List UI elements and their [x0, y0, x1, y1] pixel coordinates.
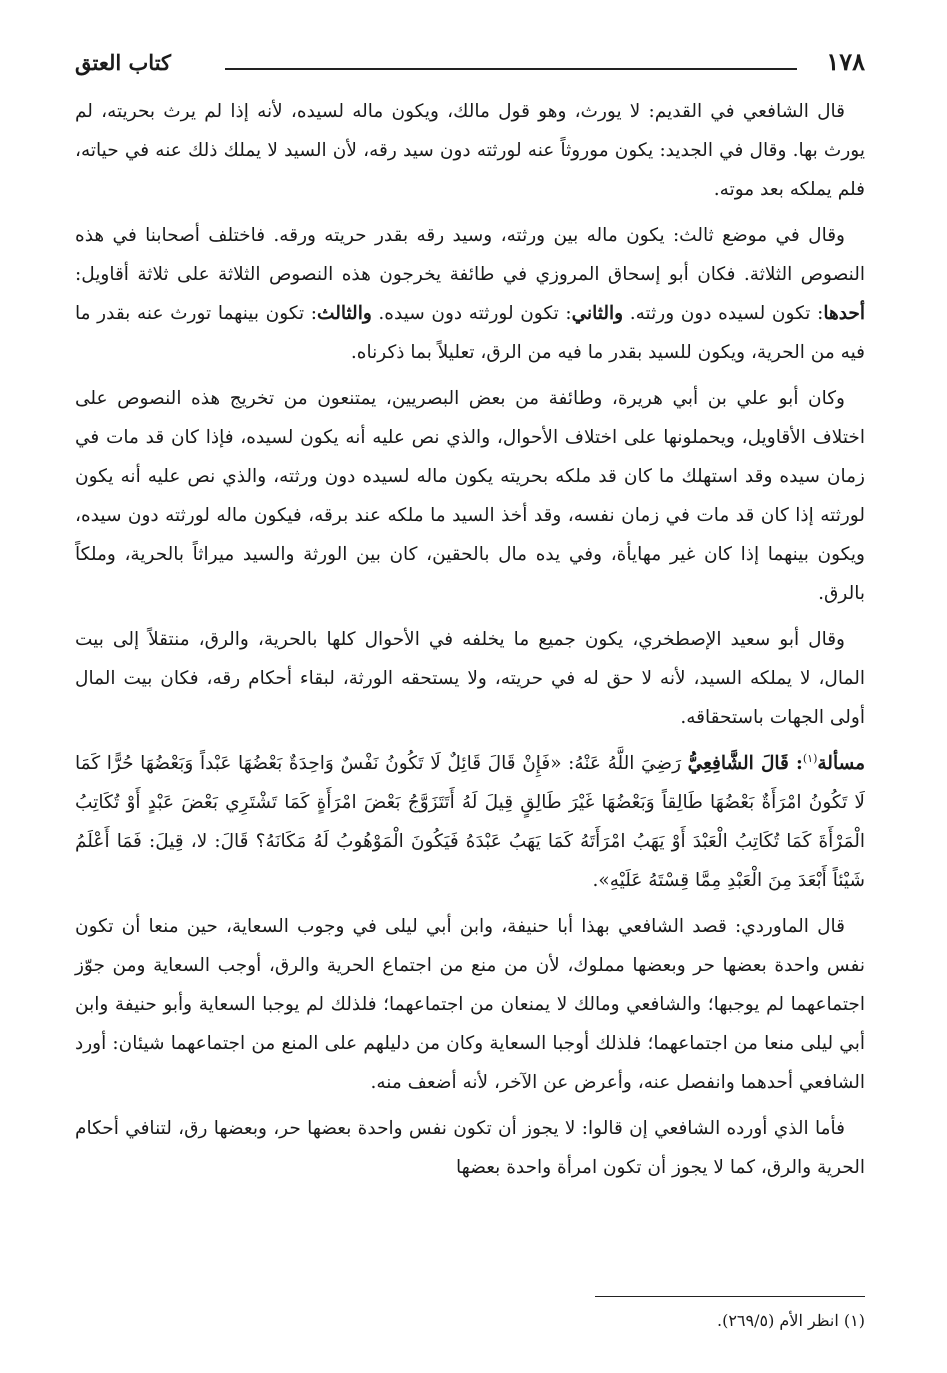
footnote-reference[interactable]: (١) — [802, 751, 818, 765]
saying-first-text: : تكون لسيده دون ورثته. — [629, 303, 824, 324]
masala-speaker: : قَالَ الشَّافِعِيُّ — [687, 753, 803, 774]
masala-paragraph — [75, 744, 865, 900]
body-text — [75, 92, 865, 1194]
paragraph-2-intro: وقال في موضع ثالث: يكون ماله بين ورثته، وسيد رقه بقدر حريته ورقه. فاختلف أصحابنا في هذه النصوص الثلاثة. فكان أبو إسحاق المروزي في طائفة يخرجون هذه النصوص الثلاثة على ثلاثة أقاويل: — [75, 225, 865, 285]
footnote-rule — [595, 1296, 865, 1297]
footnote: (١) انظر الأم (٢٦٩/٥). — [716, 1311, 865, 1330]
saying-third-text: : تكون بينهما تورث عنه بقدر ما فيه من الحرية، ويكون للسيد بقدر ما فيه من الرق، تعليلاً بما ذكرناه. — [75, 303, 865, 363]
paragraph-2 — [75, 216, 865, 372]
saying-second-label: والثاني — [571, 303, 624, 324]
paragraph-1: قال الشافعي في القديم: لا يورث، وهو قول مالك، ويكون ماله لسيده، لأنه إذا لم يرث بحريته، لم يورث بها. وقال في الجديد: يكون موروثاً عنه لورثته دون سيد رقه، لأن السيد لا يملك ذلك عنه في حياته، فلم يملكه بعد موته. — [75, 101, 865, 200]
paragraph-5: قال الماوردي: قصد الشافعي بهذا أبا حنيفة، وابن أبي ليلى في وجوب السعاية، حين منعا أن تكون نفس واحدة بعضها حر وبعضها مملوك، لأن من منع من اجتماع الحرية والرق، أوجب السعاية ومن جوّز اجتماعهما لم يوجبها؛ والشافعي ومالك لا يمنعان من اجتماعهما؛ فلذلك لم يوجبا السعاية وأبو حنيفة وابن أبي ليلى منعا من اجتماعهما؛ فلذلك أوجبا السعاية وكان من دليلهم على المنع من اجتماعهما شيئان: أورد الشافعي أحدهما وانفصل عنه، وأعرض عن الآخر، لأنه أضعف منه. — [75, 916, 865, 1093]
masala-quote: «فَإِنْ قَالَ قَائِلٌ لَا تَكُونُ نَفْسٌ وَاحِدَةٌ بَعْضُهَا عَبْداً وَبَعْضُهَا حُرًّا كَمَا لَا تَكُونُ امْرَأَةٌ بَعْضُهَا طَالِقاً وَبَعْضُهَا غَيْرَ طَالِقٍ قِيلَ لَهُ أَتَتَزَوَّجُ بَعْضَ امْرَأَةٍ كَمَا تَشْتَرِي بَعْضَ عَبْدٍ أَوْ تُكَاتِبُ الْمَرْأَةَ كَمَا تُكَاتِبُ الْعَبْدَ أَوْ يَهَبُ امْرَأَتَهُ كَمَا يَهَبُ عَبْدَهُ فَيَكُونَ الْمَوْهُوبُ لَهُ مَكَانَهُ؟ قَالَ: لا، قِيلَ: فَمَا أَعْلَمُ شَيْئاً أَبْعَدَ مِنَ الْعَبْدِ مِمَّا قِسْتَهُ عَلَيْهِ». — [75, 753, 865, 891]
masala-honorific: رَضِيَ اللَّهُ عَنْهُ: — [561, 753, 688, 774]
paragraph-4: وقال أبو سعيد الإصطخري، يكون جميع ما يخلفه في الأحوال كلها بالحرية، والرق، منتقلاً إلى بيت المال، لا يملكه السيد، لأنه لا حق له في حريته، ولا يستحقه الورثة، لبقاء أحكام رقه، فكان بيت المال أولى الجهات باستحقاقه. — [75, 629, 865, 728]
saying-first-label: أحدها — [823, 303, 865, 324]
saying-second-text: : تكون لورثته دون سيده. — [378, 303, 572, 324]
paragraph-6: فأما الذي أورده الشافعي إن قالوا: لا يجوز أن تكون نفس واحدة بعضها حر، وبعضها رق، لتنافي أحكام الحرية والرق، كما لا يجوز أن تكون امرأة واحدة بعضها — [75, 1118, 865, 1178]
page-number: ١٧٨ — [826, 47, 865, 76]
document-page — [75, 42, 865, 1342]
paragraph-3: وكان أبو علي بن أبي هريرة، وطائفة من بعض البصريين، يمتنعون من تخريج هذه النصوص على اختلاف الأقاويل، ويحملونها على اختلاف الأحوال، والذي نص عليه أنه يكون لسيده، فإذا كان قد مات في زمان سيده وقد استهلك ما كان قد ملكه بحريته يكون ماله لسيده دون ورثته، والذي نص عليه أنه يكون لورثته إذا كان قد مات في زمان نفسه، وقد أخذ السيد ما ملكه عند برقه، فيكون ماله لورثته دون سيده، ويكون بينهما إذا كان غير مهايأة، وفي يده مال بالحقين، كان بين الورثة والسيد ميراثاً بالحرية، وملكاً بالرق. — [75, 388, 865, 604]
header-rule — [225, 68, 797, 70]
running-header — [75, 42, 865, 82]
masala-label: مسألة — [817, 753, 865, 774]
book-title: كتاب العتق — [75, 50, 172, 75]
saying-third-label: والثالث — [317, 303, 372, 324]
